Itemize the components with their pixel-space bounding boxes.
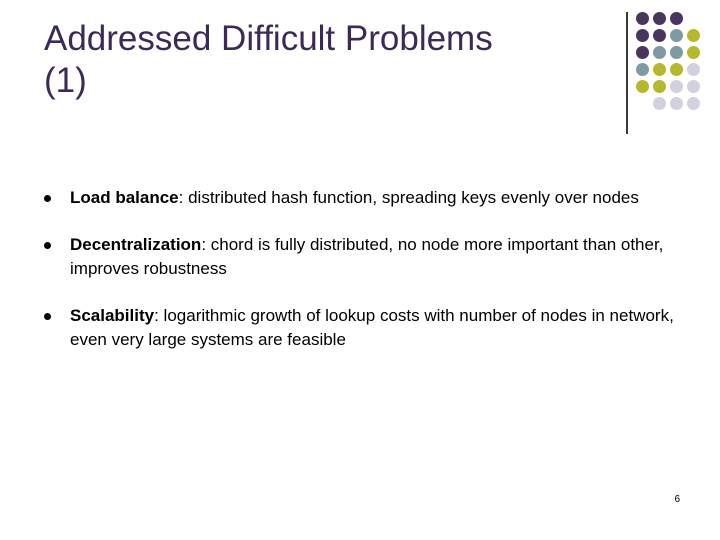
decorative-dot [687, 80, 700, 93]
decorative-dot-grid [636, 12, 720, 120]
decorative-dot [687, 29, 700, 42]
slide-title-line-1: Addressed Difficult Problems [44, 19, 493, 58]
decorative-dot [636, 12, 649, 25]
bullet-text: : chord is fully distributed, no node more important than other, improves robustness [70, 235, 664, 278]
decorative-dot [670, 29, 683, 42]
decorative-dot [687, 63, 700, 76]
decorative-dot [687, 97, 700, 110]
decorative-dot [653, 80, 666, 93]
bullet-scalability [44, 304, 694, 352]
bullet-list [44, 186, 694, 375]
page-number: 6 [674, 494, 680, 505]
bullet-term: Scalability [70, 306, 155, 325]
slide-title [44, 18, 614, 102]
bullet-text: : logarithmic growth of lookup costs with number of nodes in network, even very large systems are feasible [70, 306, 674, 349]
decorative-dot [670, 12, 683, 25]
decorative-dot [653, 97, 666, 110]
bullet-text: : distributed hash function, spreading keys evenly over nodes [178, 188, 639, 207]
bullet-term: Load balance [70, 188, 179, 207]
bullet-dot-icon [44, 313, 51, 320]
decorative-dot [636, 46, 649, 59]
bullet-term: Decentralization [70, 235, 202, 254]
decorative-dot [670, 46, 683, 59]
decorative-dot [670, 63, 683, 76]
decorative-dot [636, 80, 649, 93]
bullet-dot-icon [44, 195, 51, 202]
decorative-dot [636, 63, 649, 76]
bullet-load-balance [44, 186, 694, 210]
bullet-dot-icon [44, 242, 51, 249]
decorative-dot [653, 29, 666, 42]
vertical-divider [626, 12, 628, 134]
decorative-dot [687, 46, 700, 59]
decorative-dot [670, 80, 683, 93]
slide-title-line-2: (1) [44, 61, 87, 100]
decorative-dot [653, 46, 666, 59]
decorative-dot [636, 29, 649, 42]
decorative-dot [653, 63, 666, 76]
decorative-dot [670, 97, 683, 110]
bullet-decentralization [44, 233, 694, 281]
decorative-dot [653, 12, 666, 25]
